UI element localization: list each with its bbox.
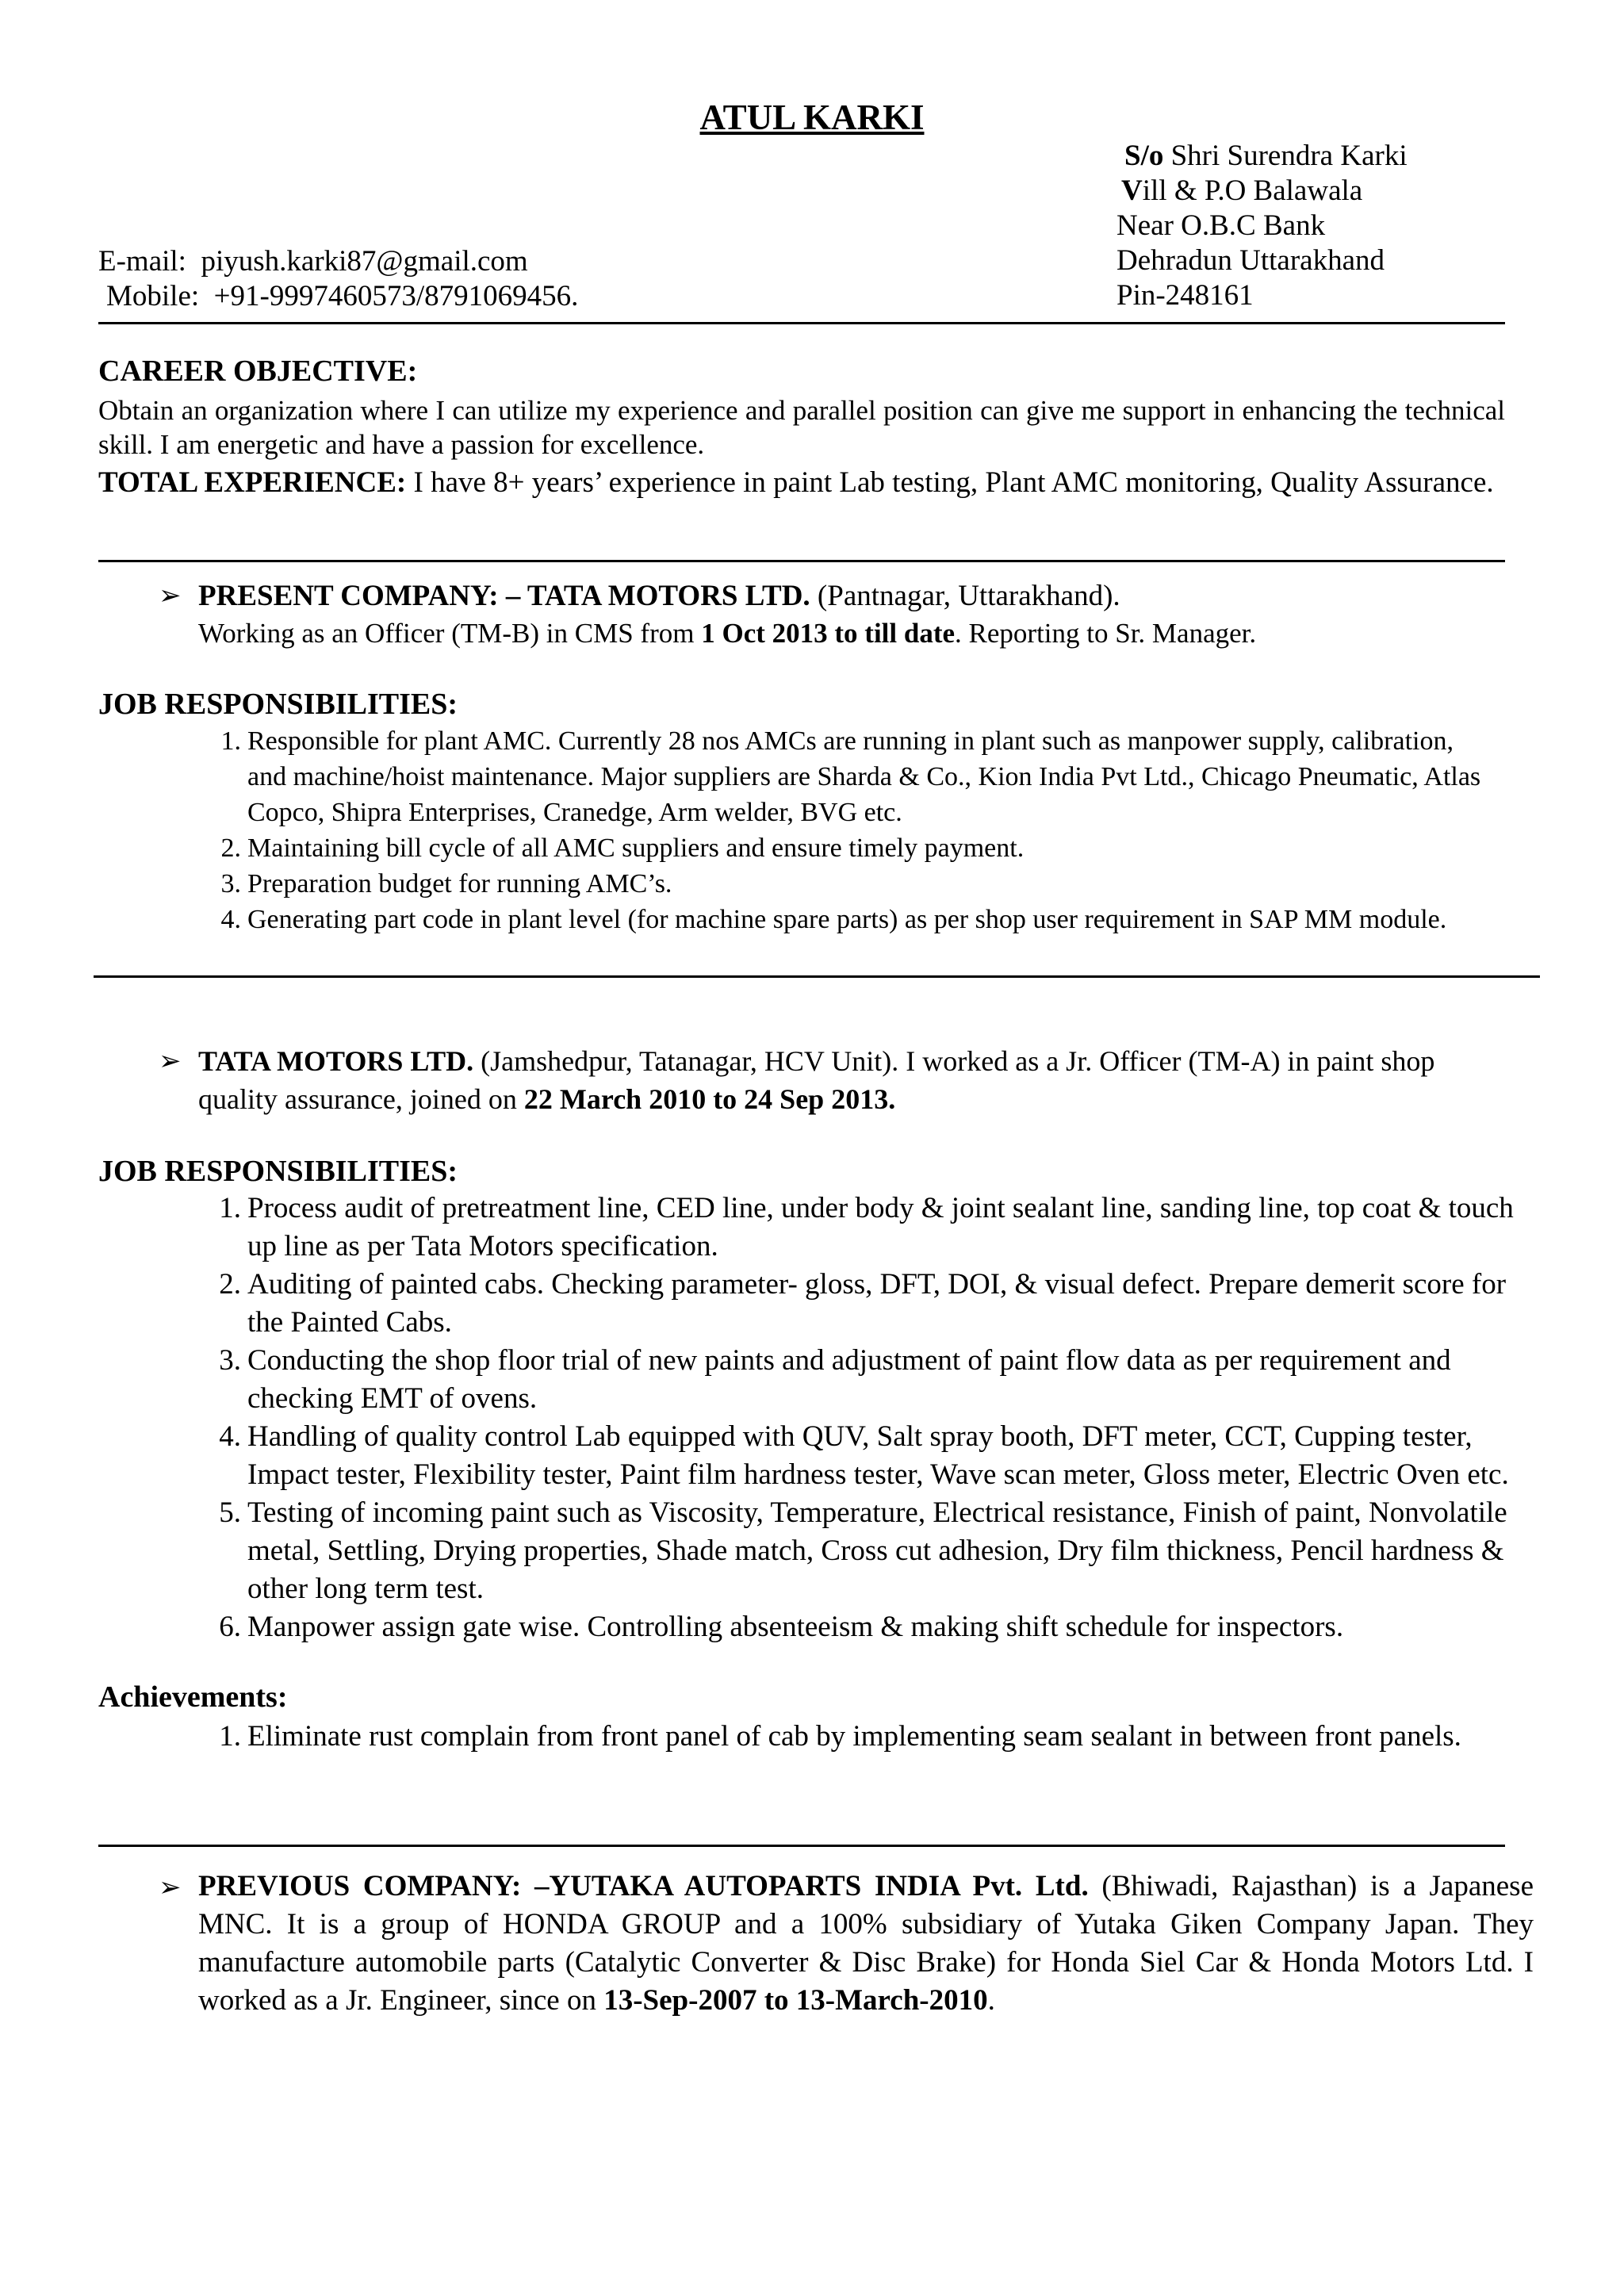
list-item [198, 830, 1499, 866]
mobile-line: Mobile: +91-9997460573/8791069456. [106, 280, 579, 312]
list-item-text: Testing of incoming paint such as Viscosity, Temperature, Electrical resistance, Finish of paint, Nonvolatile metal, Settling, Drying properties, Shade match, Cross cut adhesion, Dry film thickness, Pencil hardness & other long term test. [247, 1496, 1507, 1605]
present-company-header: PRESENT COMPANY: – TATA MOTORS LTD. (Pantnagar, Uttarakhand). [198, 580, 1120, 612]
divider-experience [98, 560, 1505, 562]
list-item-text: Preparation budget for running AMC’s. [247, 869, 672, 898]
list-item [198, 866, 1499, 902]
list-item [198, 1718, 1491, 1756]
list-item [198, 902, 1499, 937]
list-item [198, 1418, 1522, 1494]
list-item-text: Maintaining bill cycle of all AMC suppliers and ensure timely payment. [247, 833, 1025, 863]
address-line-3: Near O.B.C Bank [1116, 209, 1326, 242]
address-line-5: Pin-248161 [1116, 279, 1254, 312]
address-line-4: Dehradun Uttarakhand [1116, 244, 1385, 277]
previous-company: PREVIOUS COMPANY: –YUTAKA AUTOPARTS INDIA Pvt. Ltd. (Bhiwadi, Rajasthan) is a Japanese MNC. It is a group of HONDA GROUP and a 100% subsidiary of Yutaka Giken Company Japan. They manufacture automobile parts (Catalytic Converter & Disc Brake) for Honda Siel Car & Honda Motors Ltd. I worked as a Jr. Engineer, since on 13-Sep-2007 to 13-March-2010. [198, 1870, 1534, 2017]
achievements-title: Achievements: [98, 1680, 288, 1714]
list-item [198, 1494, 1522, 1608]
total-experience-label: TOTAL EXPERIENCE: [98, 466, 407, 499]
responsibility-list-2 [198, 1190, 1522, 1646]
tata-jamshedpur-company: TATA MOTORS LTD. (Jamshedpur, Tatanagar, HCV Unit). I worked as a Jr. Officer (TM-A) in paint shop quality assurance, joined on 22 March 2010 to 24 Sep 2013. [198, 1045, 1435, 1115]
responsibility-list-1 [198, 723, 1499, 937]
divider-tata-jamshedpur [98, 1845, 1505, 1847]
list-item [198, 1342, 1522, 1418]
list-item-text: Generating part code in plant level (for machine spare parts) as per shop user requirement in SAP MM module. [247, 905, 1447, 934]
postal-address [1116, 139, 1408, 313]
email-address: piyush.karki87@gmail.com [201, 245, 528, 278]
list-item-text: Conducting the shop floor trial of new paints and adjustment of paint flow data as per requirement and checking EMT of ovens. [247, 1344, 1451, 1415]
list-item-number: 2. [220, 833, 241, 863]
list-item-number: 4. [220, 905, 241, 934]
address-line-1: S/o Shri Surendra Karki [1124, 140, 1408, 172]
list-item [198, 1190, 1522, 1266]
arrow-bullet-icon: ➢ [159, 581, 182, 611]
job-responsibilities-title-1: JOB RESPONSIBILITIES: [98, 688, 458, 721]
total-experience: TOTAL EXPERIENCE: I have 8+ years’ experience in paint Lab testing, Plant AMC monitoring, Quality Assurance. [98, 466, 1494, 499]
list-item-text: Handling of quality control Lab equipped with QUV, Salt spray booth, DFT meter, CCT, Cupping tester, Impact tester, Flexibility tester, Paint film hardness tester, Wave scan meter, Gloss meter, Electric Oven etc. [247, 1420, 1509, 1491]
list-item-number: 3. [219, 1344, 241, 1377]
achievements-list [198, 1718, 1491, 1756]
list-item [198, 723, 1499, 830]
list-item-number: 1. [220, 726, 241, 756]
list-item [198, 1266, 1522, 1342]
arrow-bullet-icon: ➢ [159, 1047, 182, 1076]
divider-header [98, 322, 1505, 324]
list-item-text: Process audit of pretreatment line, CED line, under body & joint sealant line, sanding line, top coat & touch up line as per Tata Motors specification. [247, 1192, 1514, 1262]
address-line-2: Vill & P.O Balawala [1121, 174, 1363, 207]
career-objective-text: Obtain an organization where I can utilize my experience and parallel position can give me support in enhancing the technical skill. I am energetic and have a passion for excellence. [98, 395, 1505, 460]
email-line: E-mail: piyush.karki87@gmail.com [98, 245, 528, 278]
mobile-number: +91-9997460573/8791069456. [213, 280, 579, 312]
list-item-text: Auditing of painted cabs. Checking parameter- gloss, DFT, DOI, & visual defect. Prepare demerit score for the Painted Cabs. [247, 1268, 1507, 1339]
career-objective-title: CAREER OBJECTIVE: [98, 354, 418, 388]
present-company-role: Working as an Officer (TM-B) in CMS from 1 Oct 2013 to till date. Reporting to Sr. Manager. [198, 618, 1257, 649]
list-item-number: 4. [219, 1420, 241, 1453]
divider-present-company [94, 975, 1540, 978]
present-company [198, 577, 1256, 652]
list-item-number: 6. [219, 1611, 241, 1643]
contact-info [98, 244, 578, 314]
job-responsibilities-title-2: JOB RESPONSIBILITIES: [98, 1155, 458, 1188]
list-item-number: 3. [220, 869, 241, 898]
list-item [198, 1608, 1522, 1646]
list-item-text: Responsible for plant AMC. Currently 28 nos AMCs are running in plant such as manpower supply, calibration, and machine/hoist maintenance. Major suppliers are Sharda & Co., Kion India Pvt Ltd., Chicago Pneumatic, Atlas Copco, Shipra Enterprises, Cranedge, Arm welder, BVG etc. [247, 726, 1481, 827]
arrow-bullet-icon: ➢ [159, 1873, 182, 1902]
list-item-number: 2. [219, 1268, 241, 1301]
list-item-text: Eliminate rust complain from front panel of cab by implementing seam sealant in between front panels. [247, 1720, 1461, 1753]
candidate-name: ATUL KARKI [699, 98, 925, 137]
list-item-number: 1. [219, 1192, 241, 1224]
list-item-text: Manpower assign gate wise. Controlling absenteeism & making shift schedule for inspectors. [247, 1611, 1344, 1643]
list-item-number: 5. [219, 1496, 241, 1529]
list-item-number: 1. [219, 1720, 241, 1753]
